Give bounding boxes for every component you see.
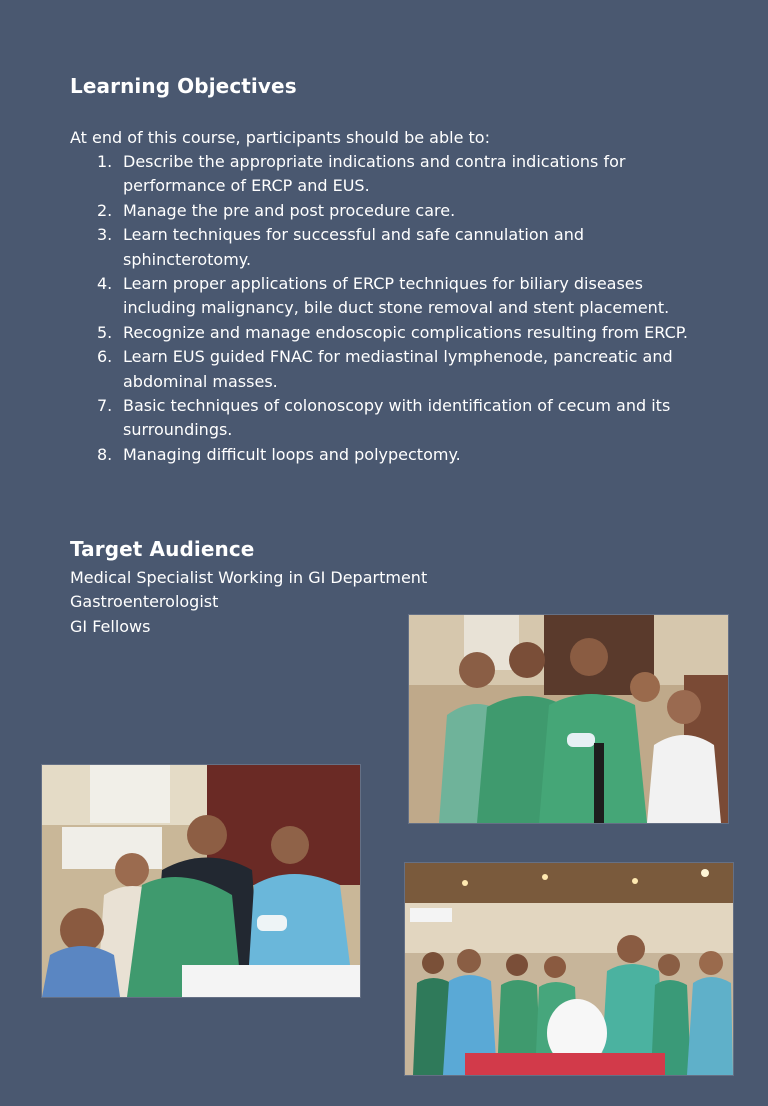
learning-objectives-heading: Learning Objectives bbox=[70, 74, 297, 98]
objective-number: 3. bbox=[97, 225, 113, 245]
objective-text: Manage the pre and post procedure care. bbox=[123, 200, 456, 220]
objective-item bbox=[70, 443, 710, 467]
objective-number: 5. bbox=[97, 322, 113, 342]
objective-number: 8. bbox=[97, 444, 113, 464]
photo-illustration bbox=[409, 615, 728, 823]
objective-number: 6. bbox=[97, 347, 113, 367]
objective-text: Describe the appropriate indications and contra indications for performance of ERCP and EUS. bbox=[123, 152, 626, 196]
objective-number: 4. bbox=[97, 274, 113, 294]
photo-illustration bbox=[42, 765, 360, 997]
workshop-photo-group bbox=[404, 862, 734, 1076]
objective-item bbox=[70, 199, 710, 223]
objective-item bbox=[70, 150, 710, 199]
objective-item bbox=[70, 345, 710, 394]
objective-text: Learn proper applications of ERCP techniques for biliary diseases including malignancy, bile duct stone removal and stent placement. bbox=[123, 274, 670, 318]
objective-text: Learn EUS guided FNAC for mediastinal lymphenode, pancreatic and abdominal masses. bbox=[123, 347, 673, 391]
audience-item: GI Fellows bbox=[70, 616, 151, 636]
workshop-photo-training bbox=[41, 764, 361, 998]
audience-item: Gastroenterologist bbox=[70, 592, 219, 612]
objective-number: 1. bbox=[97, 152, 113, 171]
objectives-list bbox=[70, 150, 710, 467]
photo-illustration bbox=[405, 863, 733, 1075]
objectives-intro: At end of this course, participants should be able to: bbox=[70, 128, 490, 147]
workshop-photo-demonstration bbox=[408, 614, 729, 824]
objective-text: Basic techniques of colonoscopy with identification of cecum and its surroundings. bbox=[123, 396, 671, 440]
audience-list bbox=[70, 566, 427, 639]
objective-number: 7. bbox=[97, 396, 113, 416]
objective-item bbox=[70, 321, 710, 345]
target-audience-heading: Target Audience bbox=[70, 537, 255, 561]
objective-text: Learn techniques for successful and safe cannulation and sphincterotomy. bbox=[123, 225, 584, 269]
objective-item bbox=[70, 272, 710, 321]
objective-number: 2. bbox=[97, 200, 113, 220]
objective-text: Recognize and manage endoscopic complications resulting from ERCP. bbox=[123, 322, 688, 342]
audience-item: Medical Specialist Working in GI Department bbox=[70, 568, 428, 587]
objective-item bbox=[70, 223, 710, 272]
objective-item bbox=[70, 394, 710, 443]
objective-text: Managing difficult loops and polypectomy. bbox=[123, 444, 461, 464]
